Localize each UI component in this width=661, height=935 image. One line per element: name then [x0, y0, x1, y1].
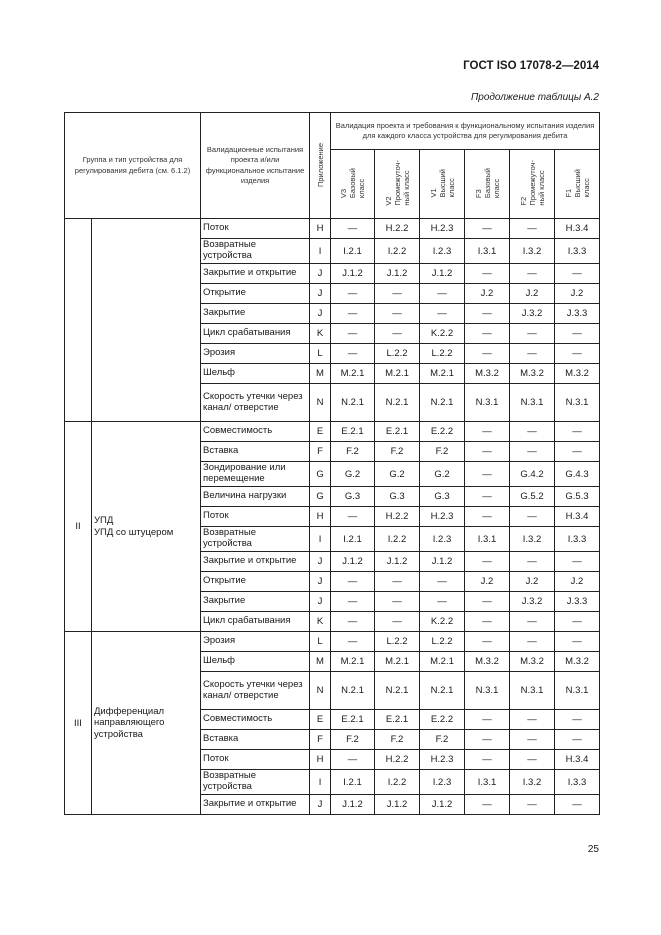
class-f2-cell: N.3.1 [510, 384, 555, 422]
class-f2-cell: — [510, 324, 555, 344]
header-class-v1: V1 Высший класс [420, 150, 465, 219]
class-f1-cell: H.3.4 [555, 219, 600, 239]
annex-cell: H [310, 507, 331, 527]
class-v3-cell: J.1.2 [331, 795, 375, 815]
test-name-cell: Величина нагрузки [201, 487, 310, 507]
class-v3-cell: — [331, 304, 375, 324]
test-name-cell: Вставка [201, 730, 310, 750]
validation-table [64, 112, 600, 815]
class-f2-cell: — [510, 612, 555, 632]
class-f2-cell: — [510, 507, 555, 527]
class-v3-cell: E.2.1 [331, 422, 375, 442]
annex-cell: F [310, 730, 331, 750]
class-f2-cell: — [510, 422, 555, 442]
class-f2-cell: I.3.2 [510, 239, 555, 264]
class-v2-cell: — [375, 284, 420, 304]
class-f3-cell: M.3.2 [465, 652, 510, 672]
test-name-cell: Совместимость [201, 710, 310, 730]
class-v2-cell: — [375, 572, 420, 592]
annex-cell: H [310, 750, 331, 770]
annex-cell: J [310, 264, 331, 284]
class-v2-cell: H.2.2 [375, 507, 420, 527]
annex-cell: F [310, 442, 331, 462]
class-f1-cell: J.3.3 [555, 592, 600, 612]
class-v2-cell: J.1.2 [375, 264, 420, 284]
class-f1-cell: J.2 [555, 572, 600, 592]
class-f3-cell: — [465, 304, 510, 324]
class-v3-cell: N.2.1 [331, 384, 375, 422]
class-v2-cell: N.2.1 [375, 384, 420, 422]
class-f1-cell: H.3.4 [555, 750, 600, 770]
class-v1-cell: J.1.2 [420, 552, 465, 572]
class-v2-cell: E.2.1 [375, 710, 420, 730]
class-v3-cell: G.3 [331, 487, 375, 507]
test-name-cell: Закрытие и открытие [201, 264, 310, 284]
class-v1-cell: M.2.1 [420, 652, 465, 672]
class-v3-cell: F.2 [331, 730, 375, 750]
test-name-cell: Зондирование или перемещение [201, 462, 310, 487]
test-name-cell: Вставка [201, 442, 310, 462]
class-v1-cell: G.2 [420, 462, 465, 487]
group-number: III [65, 632, 92, 815]
class-f1-cell: — [555, 422, 600, 442]
class-f2-cell: — [510, 795, 555, 815]
class-f1-cell: — [555, 552, 600, 572]
class-f3-cell: — [465, 324, 510, 344]
table-row [65, 219, 600, 239]
test-name-cell: Эрозия [201, 632, 310, 652]
class-f3-cell: — [465, 612, 510, 632]
class-v1-cell: H.2.3 [420, 750, 465, 770]
class-v1-cell: E.2.2 [420, 710, 465, 730]
class-v2-cell: H.2.2 [375, 219, 420, 239]
class-f1-cell: G.5.3 [555, 487, 600, 507]
class-f1-cell: J.2 [555, 284, 600, 304]
test-name-cell: Закрытие и открытие [201, 795, 310, 815]
annex-cell: M [310, 652, 331, 672]
class-f2-cell: M.3.2 [510, 364, 555, 384]
header-class-v2: V2 Промежуточ- ный класс [375, 150, 420, 219]
class-f3-cell: — [465, 552, 510, 572]
test-name-cell: Возвратные устройства [201, 527, 310, 552]
class-v3-cell: M.2.1 [331, 652, 375, 672]
class-f1-cell: I.3.3 [555, 527, 600, 552]
class-f1-cell: G.4.3 [555, 462, 600, 487]
class-v1-cell: N.2.1 [420, 384, 465, 422]
annex-cell: K [310, 324, 331, 344]
test-name-cell: Шельф [201, 652, 310, 672]
class-f3-cell: — [465, 264, 510, 284]
class-f1-cell: I.3.3 [555, 770, 600, 795]
test-name-cell: Поток [201, 507, 310, 527]
annex-cell: J [310, 304, 331, 324]
header-class-f3: F3 Базовый класс [465, 150, 510, 219]
header-class-f1: F1 Высший класс [555, 150, 600, 219]
class-v3-cell: — [331, 324, 375, 344]
test-name-cell: Поток [201, 750, 310, 770]
class-v2-cell: J.1.2 [375, 552, 420, 572]
annex-cell: K [310, 612, 331, 632]
class-v2-cell: E.2.1 [375, 422, 420, 442]
class-f3-cell: — [465, 795, 510, 815]
class-v3-cell: — [331, 219, 375, 239]
class-v3-cell: F.2 [331, 442, 375, 462]
class-f2-cell: — [510, 552, 555, 572]
test-name-cell: Закрытие и открытие [201, 552, 310, 572]
class-f2-cell: J.3.2 [510, 304, 555, 324]
test-name-cell: Поток [201, 219, 310, 239]
table-continuation-caption: Продолжение таблицы А.2 [471, 92, 599, 103]
class-v1-cell: N.2.1 [420, 672, 465, 710]
class-f1-cell: — [555, 730, 600, 750]
class-f3-cell: — [465, 507, 510, 527]
class-f3-cell: — [465, 422, 510, 442]
class-v1-cell: — [420, 304, 465, 324]
class-v3-cell: — [331, 592, 375, 612]
class-f2-cell: G.4.2 [510, 462, 555, 487]
class-v1-cell: M.2.1 [420, 364, 465, 384]
page-number: 25 [587, 844, 599, 855]
class-f2-cell: J.2 [510, 572, 555, 592]
class-v1-cell: G.3 [420, 487, 465, 507]
header-validation: Валидация проекта и требования к функциональному испытания изделия для каждого класса устройства для регулирования дебита [331, 113, 600, 150]
class-v3-cell: G.2 [331, 462, 375, 487]
group-number: II [65, 422, 92, 632]
class-f1-cell: — [555, 264, 600, 284]
class-v3-cell: — [331, 507, 375, 527]
test-name-cell: Скорость утечки через канал/ отверстие [201, 384, 310, 422]
class-v3-cell: — [331, 750, 375, 770]
class-f1-cell: J.3.3 [555, 304, 600, 324]
class-v2-cell: G.3 [375, 487, 420, 507]
annex-cell: E [310, 710, 331, 730]
class-v3-cell: N.2.1 [331, 672, 375, 710]
test-name-cell: Эрозия [201, 344, 310, 364]
class-f3-cell: I.3.1 [465, 527, 510, 552]
class-v1-cell: I.2.3 [420, 527, 465, 552]
class-f2-cell: — [510, 219, 555, 239]
class-f2-cell: — [510, 710, 555, 730]
test-name-cell: Открытие [201, 572, 310, 592]
header-group-type: Группа и тип устройства для регулирования дебита (см. 6.1.2) [65, 113, 201, 219]
annex-cell: L [310, 344, 331, 364]
class-f2-cell: — [510, 730, 555, 750]
class-f1-cell: — [555, 795, 600, 815]
class-f3-cell: — [465, 462, 510, 487]
class-v1-cell: I.2.3 [420, 239, 465, 264]
class-f1-cell: N.3.1 [555, 672, 600, 710]
class-v2-cell: — [375, 324, 420, 344]
class-v3-cell: J.1.2 [331, 552, 375, 572]
class-v1-cell: — [420, 284, 465, 304]
class-f3-cell: J.2 [465, 572, 510, 592]
class-v3-cell: — [331, 572, 375, 592]
class-f2-cell: G.5.2 [510, 487, 555, 507]
class-v2-cell: M.2.1 [375, 364, 420, 384]
class-v1-cell: H.2.3 [420, 219, 465, 239]
table-row [65, 422, 600, 442]
class-f2-cell: N.3.1 [510, 672, 555, 710]
class-f1-cell: — [555, 710, 600, 730]
class-f2-cell: — [510, 264, 555, 284]
test-name-cell: Закрытие [201, 304, 310, 324]
class-v2-cell: I.2.2 [375, 239, 420, 264]
test-name-cell: Совместимость [201, 422, 310, 442]
class-f1-cell: I.3.3 [555, 239, 600, 264]
class-f3-cell: M.3.2 [465, 364, 510, 384]
class-f2-cell: — [510, 632, 555, 652]
class-f3-cell: — [465, 219, 510, 239]
group-name: УПД УПД со штуцером [92, 422, 201, 632]
class-v3-cell: — [331, 612, 375, 632]
class-v3-cell: I.2.1 [331, 239, 375, 264]
class-v2-cell: I.2.2 [375, 527, 420, 552]
header-annex: Приложение [310, 113, 331, 219]
class-v3-cell: — [331, 344, 375, 364]
class-f2-cell: J.2 [510, 284, 555, 304]
class-f3-cell: — [465, 442, 510, 462]
class-v3-cell: J.1.2 [331, 264, 375, 284]
class-f1-cell: M.3.2 [555, 652, 600, 672]
class-f2-cell: — [510, 750, 555, 770]
document-title: ГОСТ ISO 17078-2—2014 [463, 60, 599, 72]
class-v2-cell: I.2.2 [375, 770, 420, 795]
class-v3-cell: — [331, 632, 375, 652]
test-name-cell: Возвратные устройства [201, 770, 310, 795]
class-f3-cell: I.3.1 [465, 770, 510, 795]
class-v2-cell: N.2.1 [375, 672, 420, 710]
class-v1-cell: F.2 [420, 730, 465, 750]
class-v1-cell: F.2 [420, 442, 465, 462]
annex-cell: H [310, 219, 331, 239]
class-f2-cell: M.3.2 [510, 652, 555, 672]
annex-cell: N [310, 672, 331, 710]
class-v2-cell: H.2.2 [375, 750, 420, 770]
class-v2-cell: F.2 [375, 442, 420, 462]
class-v1-cell: L.2.2 [420, 632, 465, 652]
annex-cell: I [310, 239, 331, 264]
class-f3-cell: N.3.1 [465, 672, 510, 710]
annex-cell: E [310, 422, 331, 442]
class-f3-cell: J.2 [465, 284, 510, 304]
class-v3-cell: M.2.1 [331, 364, 375, 384]
class-v1-cell: I.2.3 [420, 770, 465, 795]
class-v2-cell: — [375, 592, 420, 612]
annex-cell: J [310, 552, 331, 572]
class-v1-cell: — [420, 592, 465, 612]
class-f2-cell: I.3.2 [510, 527, 555, 552]
class-f1-cell: — [555, 344, 600, 364]
class-f2-cell: — [510, 442, 555, 462]
annex-cell: M [310, 364, 331, 384]
class-f3-cell: N.3.1 [465, 384, 510, 422]
class-f3-cell: I.3.1 [465, 239, 510, 264]
class-v2-cell: L.2.2 [375, 632, 420, 652]
class-v3-cell: I.2.1 [331, 527, 375, 552]
class-f3-cell: — [465, 730, 510, 750]
class-v1-cell: J.1.2 [420, 795, 465, 815]
class-v2-cell: F.2 [375, 730, 420, 750]
class-v2-cell: L.2.2 [375, 344, 420, 364]
group-name: Дифференциал направляющего устройства [92, 632, 201, 815]
class-v1-cell: — [420, 572, 465, 592]
annex-cell: G [310, 462, 331, 487]
class-f1-cell: — [555, 324, 600, 344]
class-f1-cell: — [555, 442, 600, 462]
class-v2-cell: G.2 [375, 462, 420, 487]
annex-cell: J [310, 284, 331, 304]
class-f2-cell: I.3.2 [510, 770, 555, 795]
header-test-name: Валидационные испытания проекта и/или функциональное испытание изделия [201, 113, 310, 219]
class-f1-cell: — [555, 632, 600, 652]
group-number [65, 219, 92, 422]
class-v1-cell: J.1.2 [420, 264, 465, 284]
class-v3-cell: — [331, 284, 375, 304]
test-name-cell: Возвратные устройства [201, 239, 310, 264]
class-f2-cell: J.3.2 [510, 592, 555, 612]
class-v2-cell: J.1.2 [375, 795, 420, 815]
table-row [65, 632, 600, 652]
class-v1-cell: H.2.3 [420, 507, 465, 527]
class-v2-cell: — [375, 612, 420, 632]
annex-cell: L [310, 632, 331, 652]
class-v1-cell: E.2.2 [420, 422, 465, 442]
class-f3-cell: — [465, 750, 510, 770]
header-class-v3: V3 Базовый класс [331, 150, 375, 219]
class-v2-cell: — [375, 304, 420, 324]
test-name-cell: Шельф [201, 364, 310, 384]
class-v3-cell: E.2.1 [331, 710, 375, 730]
class-f3-cell: — [465, 344, 510, 364]
class-f1-cell: H.3.4 [555, 507, 600, 527]
test-name-cell: Открытие [201, 284, 310, 304]
class-f1-cell: N.3.1 [555, 384, 600, 422]
test-name-cell: Скорость утечки через канал/ отверстие [201, 672, 310, 710]
class-f3-cell: — [465, 710, 510, 730]
class-v3-cell: I.2.1 [331, 770, 375, 795]
annex-cell: J [310, 592, 331, 612]
class-f1-cell: M.3.2 [555, 364, 600, 384]
class-v1-cell: K.2.2 [420, 324, 465, 344]
class-v1-cell: K.2.2 [420, 612, 465, 632]
class-f3-cell: — [465, 592, 510, 612]
annex-cell: G [310, 487, 331, 507]
class-v2-cell: M.2.1 [375, 652, 420, 672]
header-class-f2: F2 Промежуточ- ный класс [510, 150, 555, 219]
test-name-cell: Цикл срабатывания [201, 612, 310, 632]
class-f3-cell: — [465, 487, 510, 507]
class-f2-cell: — [510, 344, 555, 364]
annex-cell: J [310, 572, 331, 592]
annex-cell: J [310, 795, 331, 815]
test-name-cell: Цикл срабатывания [201, 324, 310, 344]
group-name [92, 219, 201, 422]
annex-cell: N [310, 384, 331, 422]
annex-cell: I [310, 770, 331, 795]
test-name-cell: Закрытие [201, 592, 310, 612]
class-f3-cell: — [465, 632, 510, 652]
class-f1-cell: — [555, 612, 600, 632]
class-v1-cell: L.2.2 [420, 344, 465, 364]
annex-cell: I [310, 527, 331, 552]
